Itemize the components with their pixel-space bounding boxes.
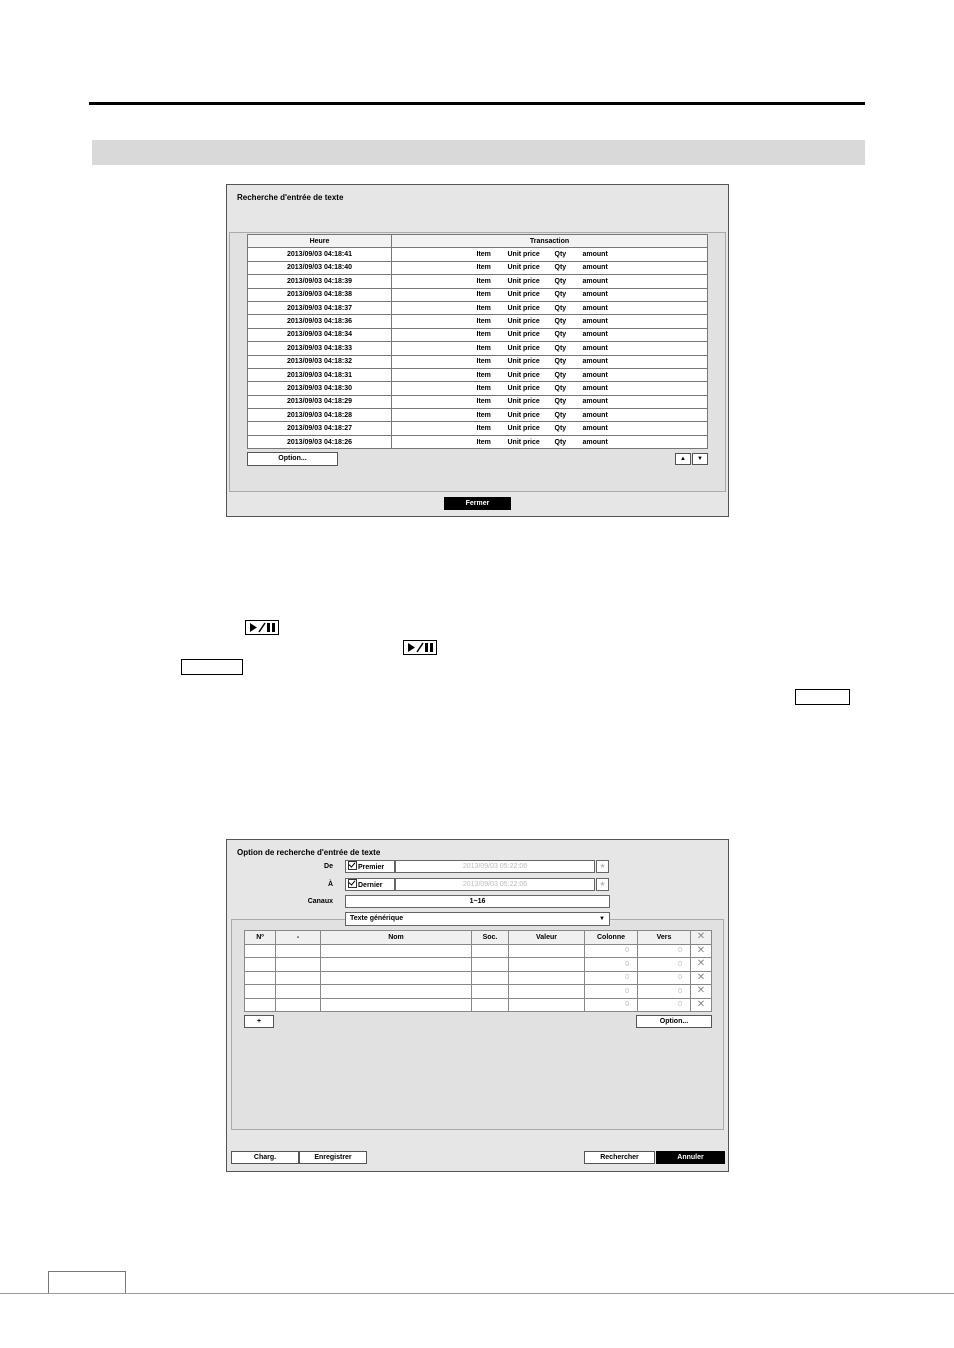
transaction-field: Unit price	[507, 425, 540, 433]
condition-row[interactable]	[245, 958, 712, 972]
arrow-down-icon: ▼	[697, 456, 703, 462]
transaction-field: amount	[582, 344, 608, 352]
row-time: 2013/09/03 04:18:40	[248, 261, 392, 274]
table-row[interactable]	[248, 288, 708, 301]
condition-cell[interactable]	[472, 944, 509, 958]
transaction-field: Qty	[554, 277, 567, 285]
transaction-field: amount	[582, 358, 608, 366]
transaction-field: Item	[476, 398, 491, 406]
condition-cell	[245, 998, 276, 1012]
transaction-field: Item	[476, 358, 491, 366]
transaction-field: Item	[476, 425, 491, 433]
transaction-field: amount	[582, 371, 608, 379]
transaction-field: Unit price	[507, 411, 540, 419]
table-row[interactable]	[248, 422, 708, 435]
condition-cell[interactable]	[276, 985, 321, 999]
row-transaction	[392, 275, 708, 288]
load-button[interactable]: Charg.	[231, 1151, 299, 1164]
from-calendar-button[interactable]	[596, 860, 609, 873]
row-time: 2013/09/03 04:18:31	[248, 368, 392, 381]
to-spinner[interactable]: 0	[638, 958, 691, 972]
transaction-field: Qty	[554, 304, 567, 312]
text-search-option-dialog	[226, 839, 729, 1172]
to-spinner[interactable]: 0	[638, 985, 691, 999]
scroll-up-button[interactable]	[675, 453, 691, 465]
transaction-field: Unit price	[507, 304, 540, 312]
save-button[interactable]: Enregistrer	[299, 1151, 367, 1164]
transaction-field: Unit price	[507, 251, 540, 259]
close-icon: ✕	[696, 985, 706, 997]
to-last-checkbox[interactable]	[345, 878, 395, 891]
button-placeholder-box	[181, 659, 243, 675]
transaction-field: Qty	[554, 291, 567, 299]
condition-cell	[245, 944, 276, 958]
row-time: 2013/09/03 04:18:29	[248, 395, 392, 408]
condition-row[interactable]	[245, 998, 712, 1012]
transaction-field: amount	[582, 318, 608, 326]
transaction-field: Qty	[554, 425, 567, 433]
condition-cell[interactable]	[509, 944, 585, 958]
col-name[interactable]: Nom	[321, 931, 472, 945]
column-spinner[interactable]: 0	[585, 971, 638, 985]
transaction-field: Qty	[554, 398, 567, 406]
transaction-field: amount	[582, 438, 608, 446]
checkbox-icon	[348, 861, 357, 870]
delete-row-button[interactable]	[691, 971, 712, 985]
transaction-field: Unit price	[507, 277, 540, 285]
row-time: 2013/09/03 04:18:41	[248, 248, 392, 261]
transaction-field: amount	[582, 331, 608, 339]
table-row[interactable]	[248, 382, 708, 395]
transaction-field: Unit price	[507, 318, 540, 326]
delete-row-button[interactable]	[691, 985, 712, 999]
row-transaction	[392, 301, 708, 314]
condition-cell[interactable]	[472, 971, 509, 985]
condition-row[interactable]	[245, 985, 712, 999]
transaction-field: amount	[582, 291, 608, 299]
transaction-field: Unit price	[507, 438, 540, 446]
cancel-button[interactable]: Annuler	[656, 1151, 725, 1164]
column-spinner[interactable]: 0	[585, 985, 638, 999]
close-icon: ✕	[696, 998, 706, 1010]
table-row[interactable]	[248, 301, 708, 314]
checkbox-icon	[348, 879, 357, 888]
table-row[interactable]	[248, 328, 708, 341]
transaction-field: Unit price	[507, 344, 540, 352]
transaction-field: Qty	[554, 331, 567, 339]
results-table	[247, 234, 708, 449]
condition-cell[interactable]	[472, 998, 509, 1012]
table-row[interactable]	[248, 261, 708, 274]
row-transaction	[392, 328, 708, 341]
transaction-field: Qty	[554, 384, 567, 392]
play-pause-icon	[403, 640, 437, 655]
row-time: 2013/09/03 04:18:34	[248, 328, 392, 341]
table-row[interactable]	[248, 368, 708, 381]
transaction-field: Item	[476, 277, 491, 285]
footer-rule	[0, 1293, 954, 1294]
transaction-field: Qty	[554, 438, 567, 446]
transaction-field: Unit price	[507, 291, 540, 299]
transaction-field: Qty	[554, 371, 567, 379]
transaction-field: amount	[582, 264, 608, 272]
row-transaction	[392, 422, 708, 435]
transaction-field: Qty	[554, 344, 567, 352]
to-spinner[interactable]: 0	[638, 998, 691, 1012]
dialog-title: Recherche d'entrée de texte	[237, 193, 344, 202]
to-check-label: Dernier	[358, 882, 383, 889]
row-transaction	[392, 248, 708, 261]
condition-cell[interactable]	[321, 998, 472, 1012]
close-icon: ✕	[696, 958, 706, 970]
star-icon: ★	[599, 863, 606, 870]
row-time: 2013/09/03 04:18:36	[248, 315, 392, 328]
transaction-field: amount	[582, 425, 608, 433]
from-check-label: Premier	[358, 864, 385, 871]
condition-row[interactable]	[245, 944, 712, 958]
option-button[interactable]: Option...	[247, 452, 338, 466]
col-transaction[interactable]: Transaction	[392, 235, 708, 248]
row-time: 2013/09/03 04:18:30	[248, 382, 392, 395]
row-time: 2013/09/03 04:18:27	[248, 422, 392, 435]
close-icon: ✕	[696, 971, 706, 983]
scroll-down-button[interactable]	[692, 453, 708, 465]
transaction-field: amount	[582, 384, 608, 392]
delete-row-button[interactable]	[691, 958, 712, 972]
to-spinner[interactable]: 0	[638, 971, 691, 985]
row-transaction	[392, 395, 708, 408]
text-type-value: Texte générique	[350, 915, 404, 922]
condition-row[interactable]	[245, 971, 712, 985]
condition-cell[interactable]	[276, 944, 321, 958]
condition-cell[interactable]	[509, 998, 585, 1012]
row-transaction	[392, 342, 708, 355]
table-row[interactable]	[248, 395, 708, 408]
dialog-title: Option de recherche d'entrée de texte	[237, 848, 381, 857]
to-calendar-button[interactable]	[596, 878, 609, 891]
to-datetime-field[interactable]	[395, 878, 595, 891]
row-time: 2013/09/03 04:18:39	[248, 275, 392, 288]
row-transaction	[392, 435, 708, 448]
col-delete	[691, 931, 712, 945]
transaction-field: Item	[476, 318, 491, 326]
condition-cell	[245, 958, 276, 972]
transaction-field: Item	[476, 331, 491, 339]
col-value[interactable]: Valeur	[509, 931, 585, 945]
chevron-down-icon: ▼	[599, 916, 605, 922]
channels-label: Canaux	[307, 898, 333, 905]
header-rule	[89, 102, 865, 105]
search-button[interactable]: Rechercher	[584, 1151, 655, 1164]
transaction-field: Item	[476, 344, 491, 352]
condition-cell[interactable]	[509, 971, 585, 985]
transaction-field: Qty	[554, 411, 567, 419]
transaction-field: Item	[476, 411, 491, 419]
from-datetime-value: 2013/09/03 05:22:06	[462, 863, 528, 870]
table-row[interactable]	[248, 355, 708, 368]
condition-cell[interactable]	[321, 985, 472, 999]
text-type-dropdown[interactable]	[345, 912, 610, 926]
star-icon: ★	[599, 881, 606, 888]
row-transaction	[392, 261, 708, 274]
row-transaction	[392, 315, 708, 328]
condition-cell[interactable]	[472, 985, 509, 999]
transaction-field: Item	[476, 291, 491, 299]
condition-cell	[245, 971, 276, 985]
transaction-field: Item	[476, 264, 491, 272]
col-soc[interactable]: Soc.	[472, 931, 509, 945]
transaction-field: Unit price	[507, 264, 540, 272]
col-number[interactable]: Nº	[245, 931, 276, 945]
transaction-field: Qty	[554, 358, 567, 366]
button-placeholder-box	[795, 689, 850, 705]
condition-cell[interactable]	[472, 958, 509, 972]
row-transaction	[392, 368, 708, 381]
table-row[interactable]	[248, 275, 708, 288]
channels-value: 1~16	[469, 898, 486, 905]
row-time: 2013/09/03 04:18:38	[248, 288, 392, 301]
row-time: 2013/09/03 04:18:28	[248, 409, 392, 422]
row-transaction	[392, 288, 708, 301]
condition-cell[interactable]	[321, 944, 472, 958]
page-number-tab	[48, 1271, 126, 1293]
transaction-field: Item	[476, 371, 491, 379]
option-button[interactable]: Option...	[636, 1015, 712, 1028]
transaction-field: amount	[582, 304, 608, 312]
transaction-field: amount	[582, 251, 608, 259]
transaction-field: amount	[582, 398, 608, 406]
col-column[interactable]: Colonne	[585, 931, 638, 945]
row-time: 2013/09/03 04:18:32	[248, 355, 392, 368]
transaction-field: amount	[582, 411, 608, 419]
row-transaction	[392, 355, 708, 368]
play-pause-icon	[245, 620, 279, 635]
delete-row-button[interactable]	[691, 944, 712, 958]
delete-row-button[interactable]	[691, 998, 712, 1012]
condition-cell[interactable]	[321, 958, 472, 972]
transaction-field: Item	[476, 304, 491, 312]
transaction-field: Qty	[554, 264, 567, 272]
transaction-field: Unit price	[507, 331, 540, 339]
column-spinner[interactable]: 0	[585, 998, 638, 1012]
row-time: 2013/09/03 04:18:26	[248, 435, 392, 448]
table-row[interactable]	[248, 435, 708, 448]
to-datetime-value: 2013/09/03 05:22:06	[462, 881, 528, 888]
transaction-field: Qty	[554, 318, 567, 326]
to-spinner[interactable]: 0	[638, 944, 691, 958]
to-label: À	[327, 881, 333, 888]
transaction-field: Unit price	[507, 398, 540, 406]
row-time: 2013/09/03 04:18:37	[248, 301, 392, 314]
text-search-dialog	[226, 184, 729, 517]
from-label: De	[324, 863, 333, 870]
transaction-field: Qty	[554, 251, 567, 259]
from-first-checkbox[interactable]	[345, 860, 395, 873]
row-transaction	[392, 382, 708, 395]
condition-cell[interactable]	[276, 998, 321, 1012]
row-transaction	[392, 409, 708, 422]
condition-cell[interactable]	[276, 971, 321, 985]
column-spinner[interactable]: 0	[585, 958, 638, 972]
row-time: 2013/09/03 04:18:33	[248, 342, 392, 355]
transaction-field: Unit price	[507, 371, 540, 379]
transaction-field: Unit price	[507, 358, 540, 366]
transaction-field: Item	[476, 438, 491, 446]
close-button[interactable]: Fermer	[444, 497, 511, 510]
table-row[interactable]	[248, 315, 708, 328]
transaction-field: amount	[582, 277, 608, 285]
table-row[interactable]	[248, 342, 708, 355]
from-datetime-field[interactable]	[395, 860, 595, 873]
condition-cell[interactable]	[509, 985, 585, 999]
col-heure[interactable]: Heure	[248, 235, 392, 248]
close-icon: ✕	[696, 944, 706, 956]
condition-cell[interactable]	[321, 971, 472, 985]
add-row-button[interactable]: +	[244, 1015, 274, 1028]
close-icon: ✕	[696, 931, 706, 943]
channels-field[interactable]	[345, 895, 610, 908]
transaction-field: Item	[476, 384, 491, 392]
condition-cell[interactable]	[276, 958, 321, 972]
col-operator[interactable]: -	[276, 931, 321, 945]
section-bar	[92, 140, 865, 165]
table-row[interactable]	[248, 248, 708, 261]
condition-cell[interactable]	[509, 958, 585, 972]
conditions-table	[244, 930, 712, 1012]
col-to[interactable]: Vers	[638, 931, 691, 945]
condition-cell	[245, 985, 276, 999]
table-row[interactable]	[248, 409, 708, 422]
arrow-up-icon: ▲	[680, 456, 686, 462]
transaction-field: Item	[476, 251, 491, 259]
transaction-field: Unit price	[507, 384, 540, 392]
column-spinner[interactable]: 0	[585, 944, 638, 958]
